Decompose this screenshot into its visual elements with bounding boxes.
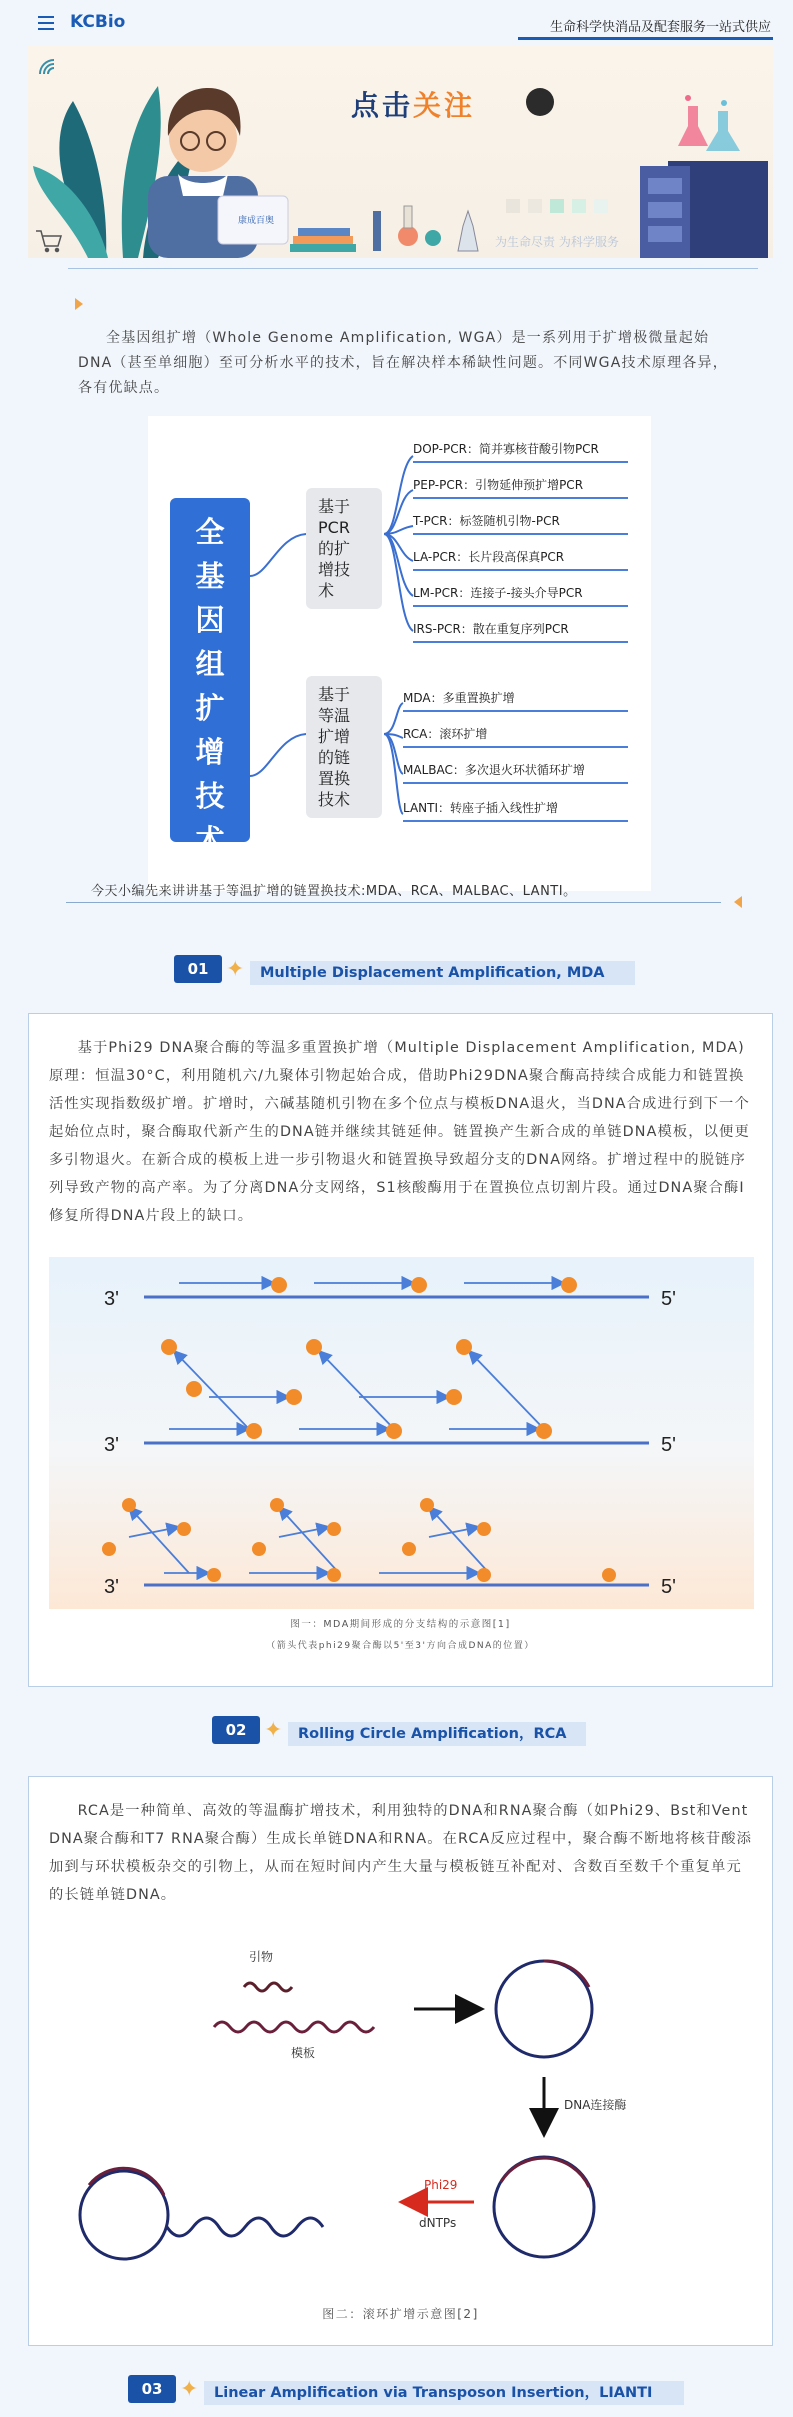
mindmap-leaf: RCA：滚环扩增 [403,725,628,748]
figure1-note: （箭头代表phi29聚合酶以5'至3'方向合成DNA的位置） [266,1641,535,1651]
brand-name[interactable]: KCBio [70,12,126,32]
circular-template [496,1961,592,2057]
menu-icon[interactable] [38,16,54,30]
sparkle-icon: ✦ [226,957,245,982]
triangle-icon [734,896,742,908]
header-tagline: 生命科学快消品及配套服务一站式供应 [549,20,771,35]
strand-label: 3' [104,1288,119,1310]
wga-mindmap [148,416,651,891]
banner-illustration [28,46,773,258]
figure1-caption: 图一：MDA期间形成的分支结构的示意图[1] [290,1619,511,1630]
girl-illustration [148,88,288,258]
primer-strand [244,1983,292,1991]
cart-icon [36,231,61,252]
mindmap-branch-pcr: 基于 PCR 的扩 增技 术 [306,488,382,609]
mda-paragraph: 基于Phi29 DNA聚合酶的等温多重置换扩增（Multiple Displacement Amplification, MDA)原理：恒温30°C，利用随机六/九聚体引物起始合成，借助Phi29DNA聚合酶高持续合成能力和链置换活性实现指数级扩增。扩增时，六碱基随机引物在多个位点与模板DNA退火，当DNA合成进行到下一个起始位点时，聚合酶取代新产生的DNA链并继续其链延伸。链置换产生新合成的单链DNA模板，以便更多引物退火。在新合成的模板上进一步引物退火和链置换导致超分支的DNA网络。扩增过程中的脱链序列导致产物的高产率。为了分离DNA分支网络，S1核酸酶用于在置换位点切割片段。通过DNA聚合酶I修复所得DNA片段上的缺口。 [49,1040,750,1224]
rca-diagram [49,1927,754,2307]
mda-content-box [28,1013,773,1687]
section-title: Multiple Displacement Amplification, MDA [250,961,635,985]
mindmap-leaf: LA-PCR：长片段高保真PCR [413,548,628,571]
primer-label: 引物 [249,1950,274,1964]
figure2-caption: 图二：滚环扩增示意图[2] [322,2307,479,2321]
mindmap-leaf: LANTI：转座子插入线性扩增 [403,799,628,822]
strand-label: 5' [661,1288,676,1310]
follow-banner[interactable] [28,46,773,258]
section-heading-lianti [128,2375,728,2407]
triangle-icon [75,298,83,310]
divider [68,268,758,269]
section-heading-rca [212,1716,612,1748]
tagline-underline [518,37,773,40]
wifi-icon [40,60,54,74]
ligase-label: DNA连接酶 [564,2098,627,2112]
mindmap-leaf: MALBAC：多次退火环状循环扩增 [403,761,628,784]
mindmap-leaf: IRS-PCR：散在重复序列PCR [413,620,628,643]
decor-squares [506,198,616,217]
banner-dot [526,88,554,116]
strand-label: 3' [104,1434,119,1456]
mindmap-leaf: PEP-PCR：引物延伸预扩增PCR [413,476,628,499]
banner-title: 点击关注 [351,89,476,122]
section-number: 01 [174,955,222,983]
divider [66,902,721,903]
rca-content-box [28,1776,773,2346]
mindmap-leaf: DOP-PCR：简并寡核苷酸引物PCR [413,440,628,463]
intro-summary: 今天小编先来讲讲基于等温扩增的链置换技术:MDA、RCA、MALBAC、LANTI。 [91,884,577,899]
section-heading-mda [174,955,654,987]
strand-label: 5' [661,1434,676,1456]
mindmap-leaf: T-PCR：标签随机引物-PCR [413,512,628,535]
mindmap-leaf: MDA：多重置换扩增 [403,689,628,712]
section-number: 03 [128,2375,176,2403]
rca-product [80,2168,323,2259]
lab-equipment-icon [373,206,478,251]
intro-section [28,268,773,918]
mda-diagram [49,1257,754,1609]
mindmap-leaf: LM-PCR：连接子-接头介导PCR [413,584,628,607]
laptop-logo: 康成百奥 [238,215,275,225]
template-strand [214,2022,374,2032]
sparkle-icon: ✦ [264,1718,283,1743]
rca-paragraph: RCA是一种简单、高效的等温酶扩增技术，利用独特的DNA和RNA聚合酶（如Phi29、Bst和Vent DNA聚合酶和T7 RNA聚合酶）生成长单链DNA和RNA。在RCA反应过程中，聚合酶不断地将核苷酸添加到与环状模板杂交的引物上，从而在短时间内产生大量与模板链互补配对、含数百至数千个重复单元的长链单链DNA。 [49,1803,753,1903]
template-label: 模板 [291,2046,316,2060]
mindmap-branch-isothermal: 基于 等温 扩增 的链 置换 技术 [306,676,382,818]
section-number: 02 [212,1716,260,1744]
section-title: Rolling Circle Amplification，RCA [288,1722,586,1746]
flask-icon [678,95,740,151]
banner-slogan: 为生命尽责 为科学服务 [495,235,619,249]
intro-paragraph: 全基因组扩增（Whole Genome Amplification, WGA）是一系列用于扩增极微量起始DNA（甚至单细胞）至可分析水平的技术，旨在解决样本稀缺性问题。不同WGA技术原理各异，各有优缺点。 [78,330,728,396]
cabinet-illustration [640,161,768,258]
strand-label: 3' [104,1576,119,1598]
top-bar [28,10,773,46]
sparkle-icon: ✦ [180,2377,199,2402]
section-title: Linear Amplification via Transposon Insertion，LIANTI [204,2381,684,2405]
ligated-circle [494,2157,594,2257]
dntps-label: dNTPs [419,2216,457,2230]
strand-label: 5' [661,1576,676,1598]
mindmap-root: 全 基 因 组 扩 增 技 术 [170,498,250,842]
phi29-label: Phi29 [424,2178,458,2192]
